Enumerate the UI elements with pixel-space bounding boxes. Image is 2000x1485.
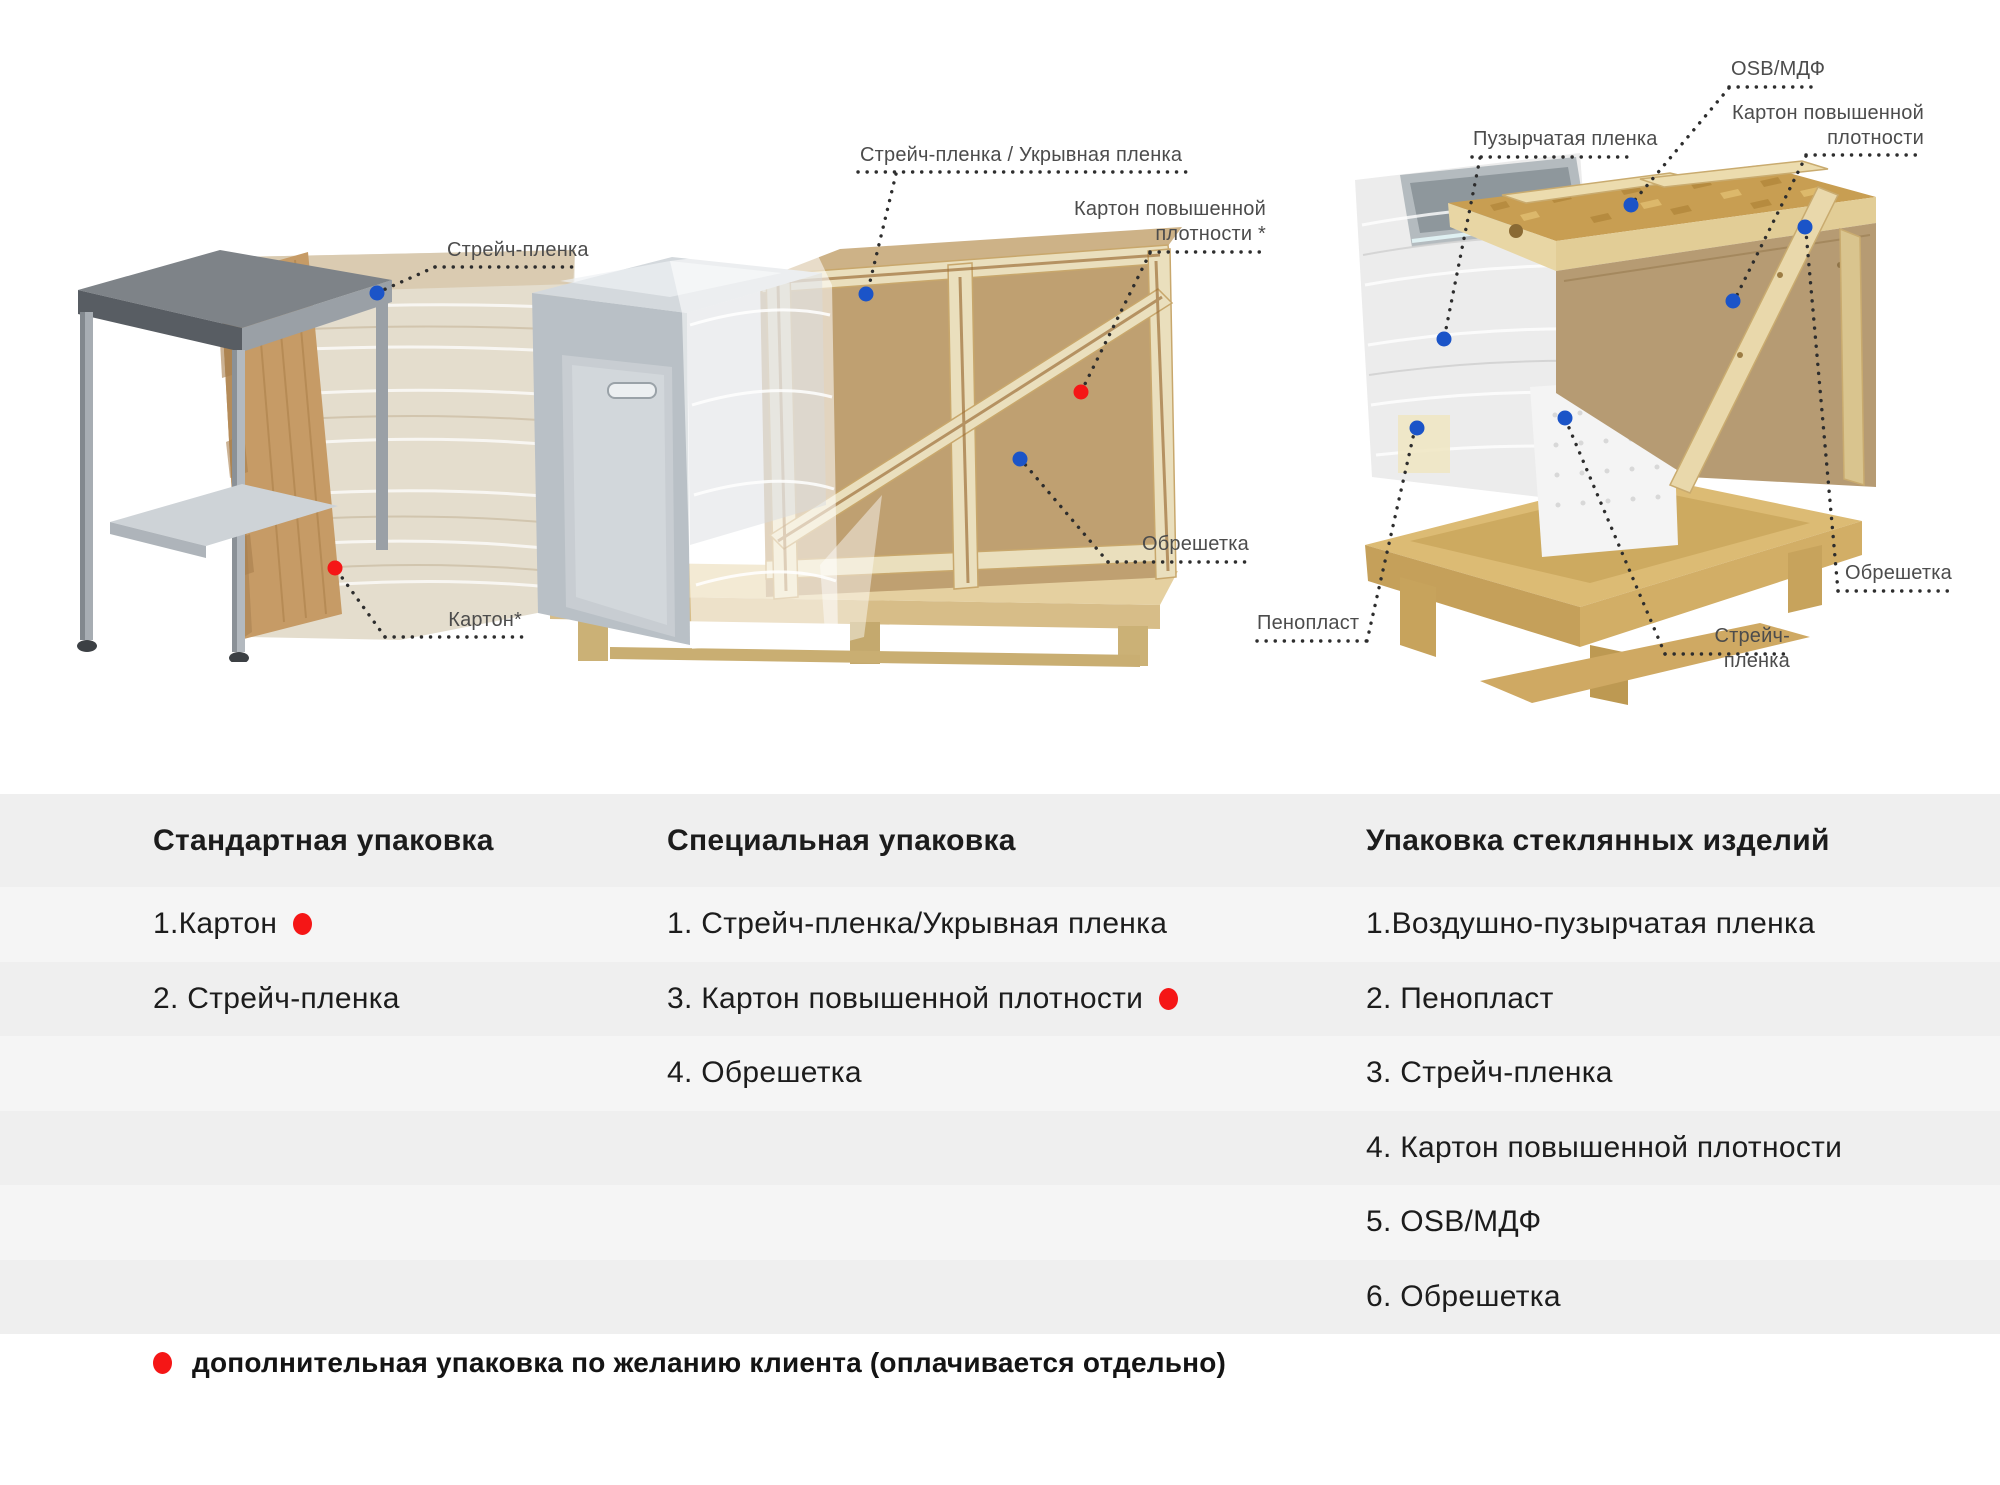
red-dot-badge — [153, 1352, 172, 1374]
table-row — [0, 887, 2000, 962]
cell-text: 2. Стрейч-пленка — [153, 981, 400, 1015]
red-dot-badge — [293, 913, 312, 935]
header-standard: Стандартная упаковка — [153, 823, 494, 857]
table-row — [0, 962, 2000, 1037]
photo-special-packaging — [520, 205, 1200, 670]
cell-text: 4. Картон повышенной плотности — [1366, 1130, 1843, 1164]
table-row — [0, 1185, 2000, 1260]
cell-text: 2. Пенопласт — [1366, 981, 1554, 1015]
door-handle — [608, 383, 656, 398]
cell-text: 5. OSB/МДФ — [1366, 1205, 1542, 1239]
cell-text: 1. Стрейч-пленка/Укрывная пленка — [667, 907, 1168, 941]
cell-text: 1.Воздушно-пузырчатая пленка — [1366, 907, 1816, 941]
callout-lath-crate: Обрешетка — [1141, 533, 1249, 555]
cell-text: 3. Картон повышенной плотности — [667, 981, 1144, 1015]
packaging-table — [0, 794, 2000, 1334]
table-row — [0, 1036, 2000, 1111]
photo-glass-packaging — [1340, 125, 1880, 715]
footnote-legend — [153, 1340, 1226, 1386]
cell-text: 3. Стрейч-пленка — [1366, 1056, 1613, 1090]
photo-standard-packaging — [70, 222, 590, 662]
callout-bubble-film: Пузырчатая пленка — [1473, 128, 1658, 150]
callout-dense-cardboard-glass: Картон повышенной плотности — [1731, 102, 1924, 149]
header-glass: Упаковка стеклянных изделий — [1366, 823, 1830, 857]
red-dot-badge — [1159, 988, 1178, 1010]
callout-lath-crate-glass: Обрешетка — [1844, 562, 1952, 584]
callout-dense-cardboard: Картон повышенной плотности * — [1073, 198, 1266, 245]
cell-text: 4. Обрешетка — [667, 1056, 862, 1090]
table-header-row — [0, 794, 2000, 887]
callout-osb-mdf: OSB/МДФ — [1731, 58, 1826, 80]
callout-foam: Пенопласт — [1257, 612, 1360, 634]
callout-stretch-film: Стрейч-пленка — [447, 239, 589, 261]
cell-text: 6. Обрешетка — [1366, 1279, 1561, 1313]
footnote-text: дополнительная упаковка по желанию клиента (оплачивается отдельно) — [192, 1347, 1227, 1378]
header-special: Специальная упаковка — [667, 823, 1016, 857]
cell-text: 1.Картон — [153, 907, 278, 941]
callout-stretch-or-cover-film: Стрейч-пленка / Укрывная пленка — [860, 144, 1183, 166]
table-row — [0, 1260, 2000, 1335]
table-row — [0, 1111, 2000, 1186]
foam-corner — [1398, 415, 1450, 473]
callout-cardboard: Картон* — [448, 609, 522, 631]
callout-stretch-film-glass: Стрейч-пленка — [1714, 625, 1790, 672]
